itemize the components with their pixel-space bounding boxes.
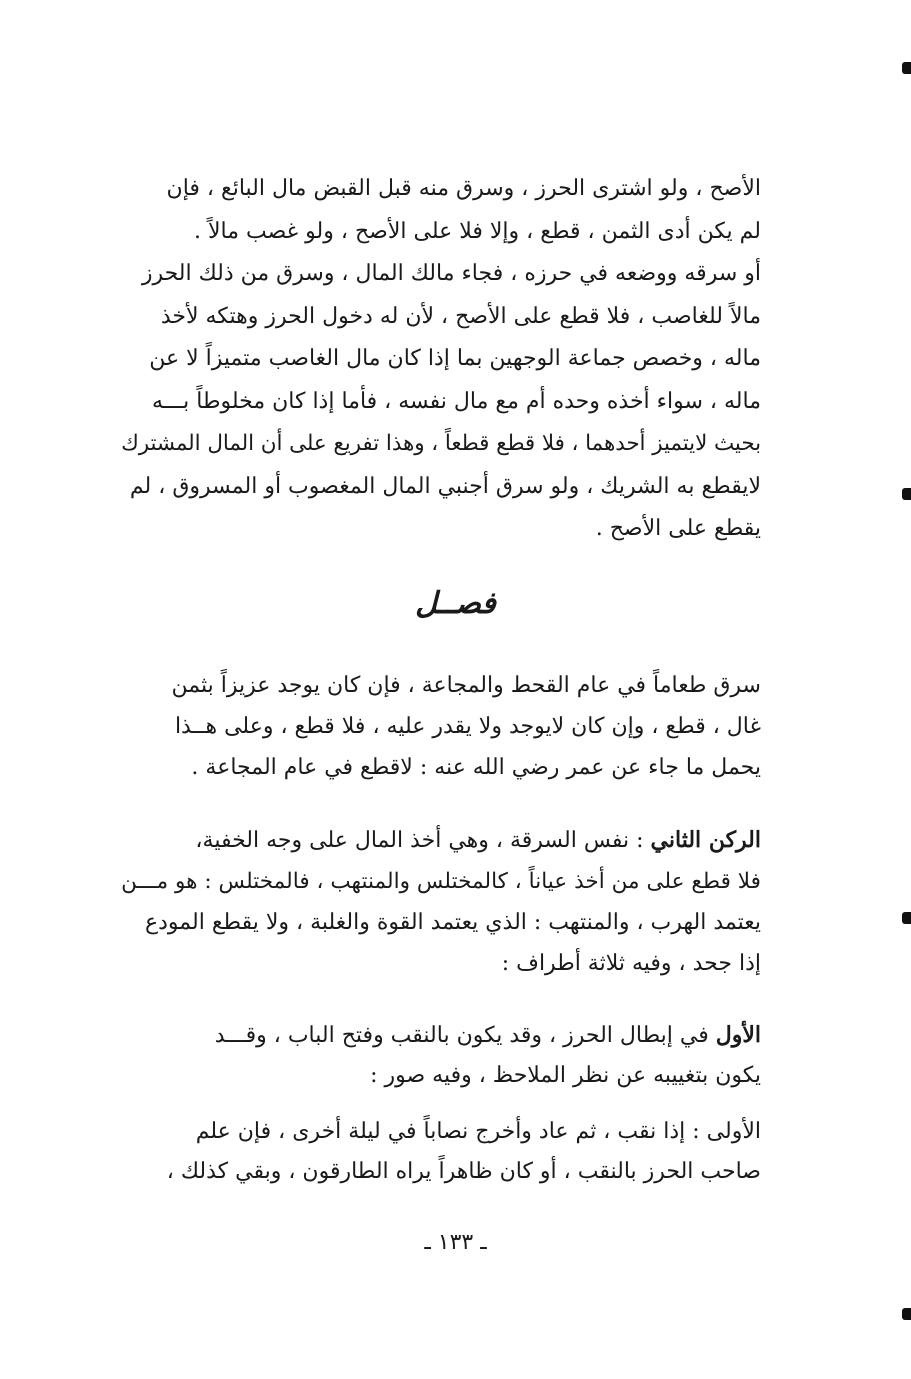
- text-line: سرق طعاماً في عام القحط والمجاعة ، فإن كان يوجد عزيزاً بثمن: [171, 673, 761, 698]
- text-line: يقطع على الأصح .: [595, 516, 761, 541]
- text-line: أو سرقه ووضعه في حرزه ، فجاء مالك المال ، وسرق من ذلك الحرز: [141, 261, 761, 286]
- text-run: في إبطال الحرز ، وقد يكون بالنقب وفتح الباب ، وقـــد: [214, 1023, 716, 1048]
- text-line: ماله ، سواء أخذه وحده أم مع مال نفسه ، فأما إذا كان مخلوطاً بـــه: [152, 388, 761, 414]
- text-line: يكون بتغييبه عن نظر الملاحظ ، وفيه صور :: [370, 1063, 761, 1088]
- text-line: يحمل ما جاء عن عمر رضي الله عنه : لاقطع في عام المجاعة .: [191, 755, 761, 780]
- text-line: [121, 1015, 761, 1056]
- text-line: الأصح ، ولو اشترى الحرز ، وسرق منه قبل القبض مال البائع ، فإن: [166, 176, 761, 201]
- scan-edge-mark: [902, 62, 911, 74]
- paragraph-4: [121, 1015, 761, 1096]
- page-number: ـ ١٣٣ ـ: [424, 1230, 487, 1255]
- text-line: صاحب الحرز بالنقب ، أو كان ظاهراً يراه الطارقون ، وبقي كذلك ،: [166, 1159, 761, 1184]
- paragraph-2: [121, 665, 761, 788]
- paragraph-1: [121, 168, 761, 551]
- text-line: [121, 820, 761, 861]
- section-heading: فصــل: [415, 586, 496, 621]
- scan-edge-mark: [902, 488, 911, 500]
- text-line: بحيث لايتميز أحدهما ، فلا قطع قطعاً ، وهذا تفريع على أن المال المشترك: [121, 431, 761, 456]
- text-line: لم يكن أدى الثمن ، قطع ، وإلا فلا على الأصح ، ولو غصب مالاً .: [193, 218, 761, 244]
- text-run: : نفس السرقة ، وهي أخذ المال على وجه الخفية،: [195, 828, 651, 853]
- text-line: الأولى : إذا نقب ، ثم عاد وأخرج نصاباً في ليلة أخرى ، فإن علم: [195, 1119, 761, 1144]
- text-line: لايقطع به الشريك ، ولو سرق أجنبي المال المغصوب أو المسروق ، لم: [129, 473, 761, 499]
- scan-edge-mark: [902, 1308, 911, 1320]
- paragraph-5: [121, 1112, 761, 1192]
- text-line: مالاً للغاصب ، فلا قطع على الأصح ، لأن له دخول الحرز وهتكه لأخذ: [160, 303, 761, 329]
- text-line: إذا جحد ، وفيه ثلاثة أطراف :: [501, 951, 761, 976]
- text-line: غال ، قطع ، وإن كان لايوجد ولا يقدر عليه ، فلا قطع ، وعلى هــذا: [174, 714, 761, 739]
- text-line: ماله ، وخصص جماعة الوجهين بما إذا كان مال الغاصب متميزاً لا عن: [149, 346, 761, 371]
- paragraph-3: [121, 820, 761, 984]
- text-line: فلا قطع على من أخذ عياناً ، كالمختلس والمنتهب ، فالمختلس : هو مـــن: [121, 869, 761, 894]
- scan-edge-mark: [902, 912, 911, 924]
- text-line: يعتمد الهرب ، والمنتهب : الذي يعتمد القوة والغلبة ، ولا يقطع المودع: [145, 910, 761, 935]
- part-title: الأول: [715, 1022, 761, 1048]
- pillar-title: الركن الثاني: [650, 827, 761, 853]
